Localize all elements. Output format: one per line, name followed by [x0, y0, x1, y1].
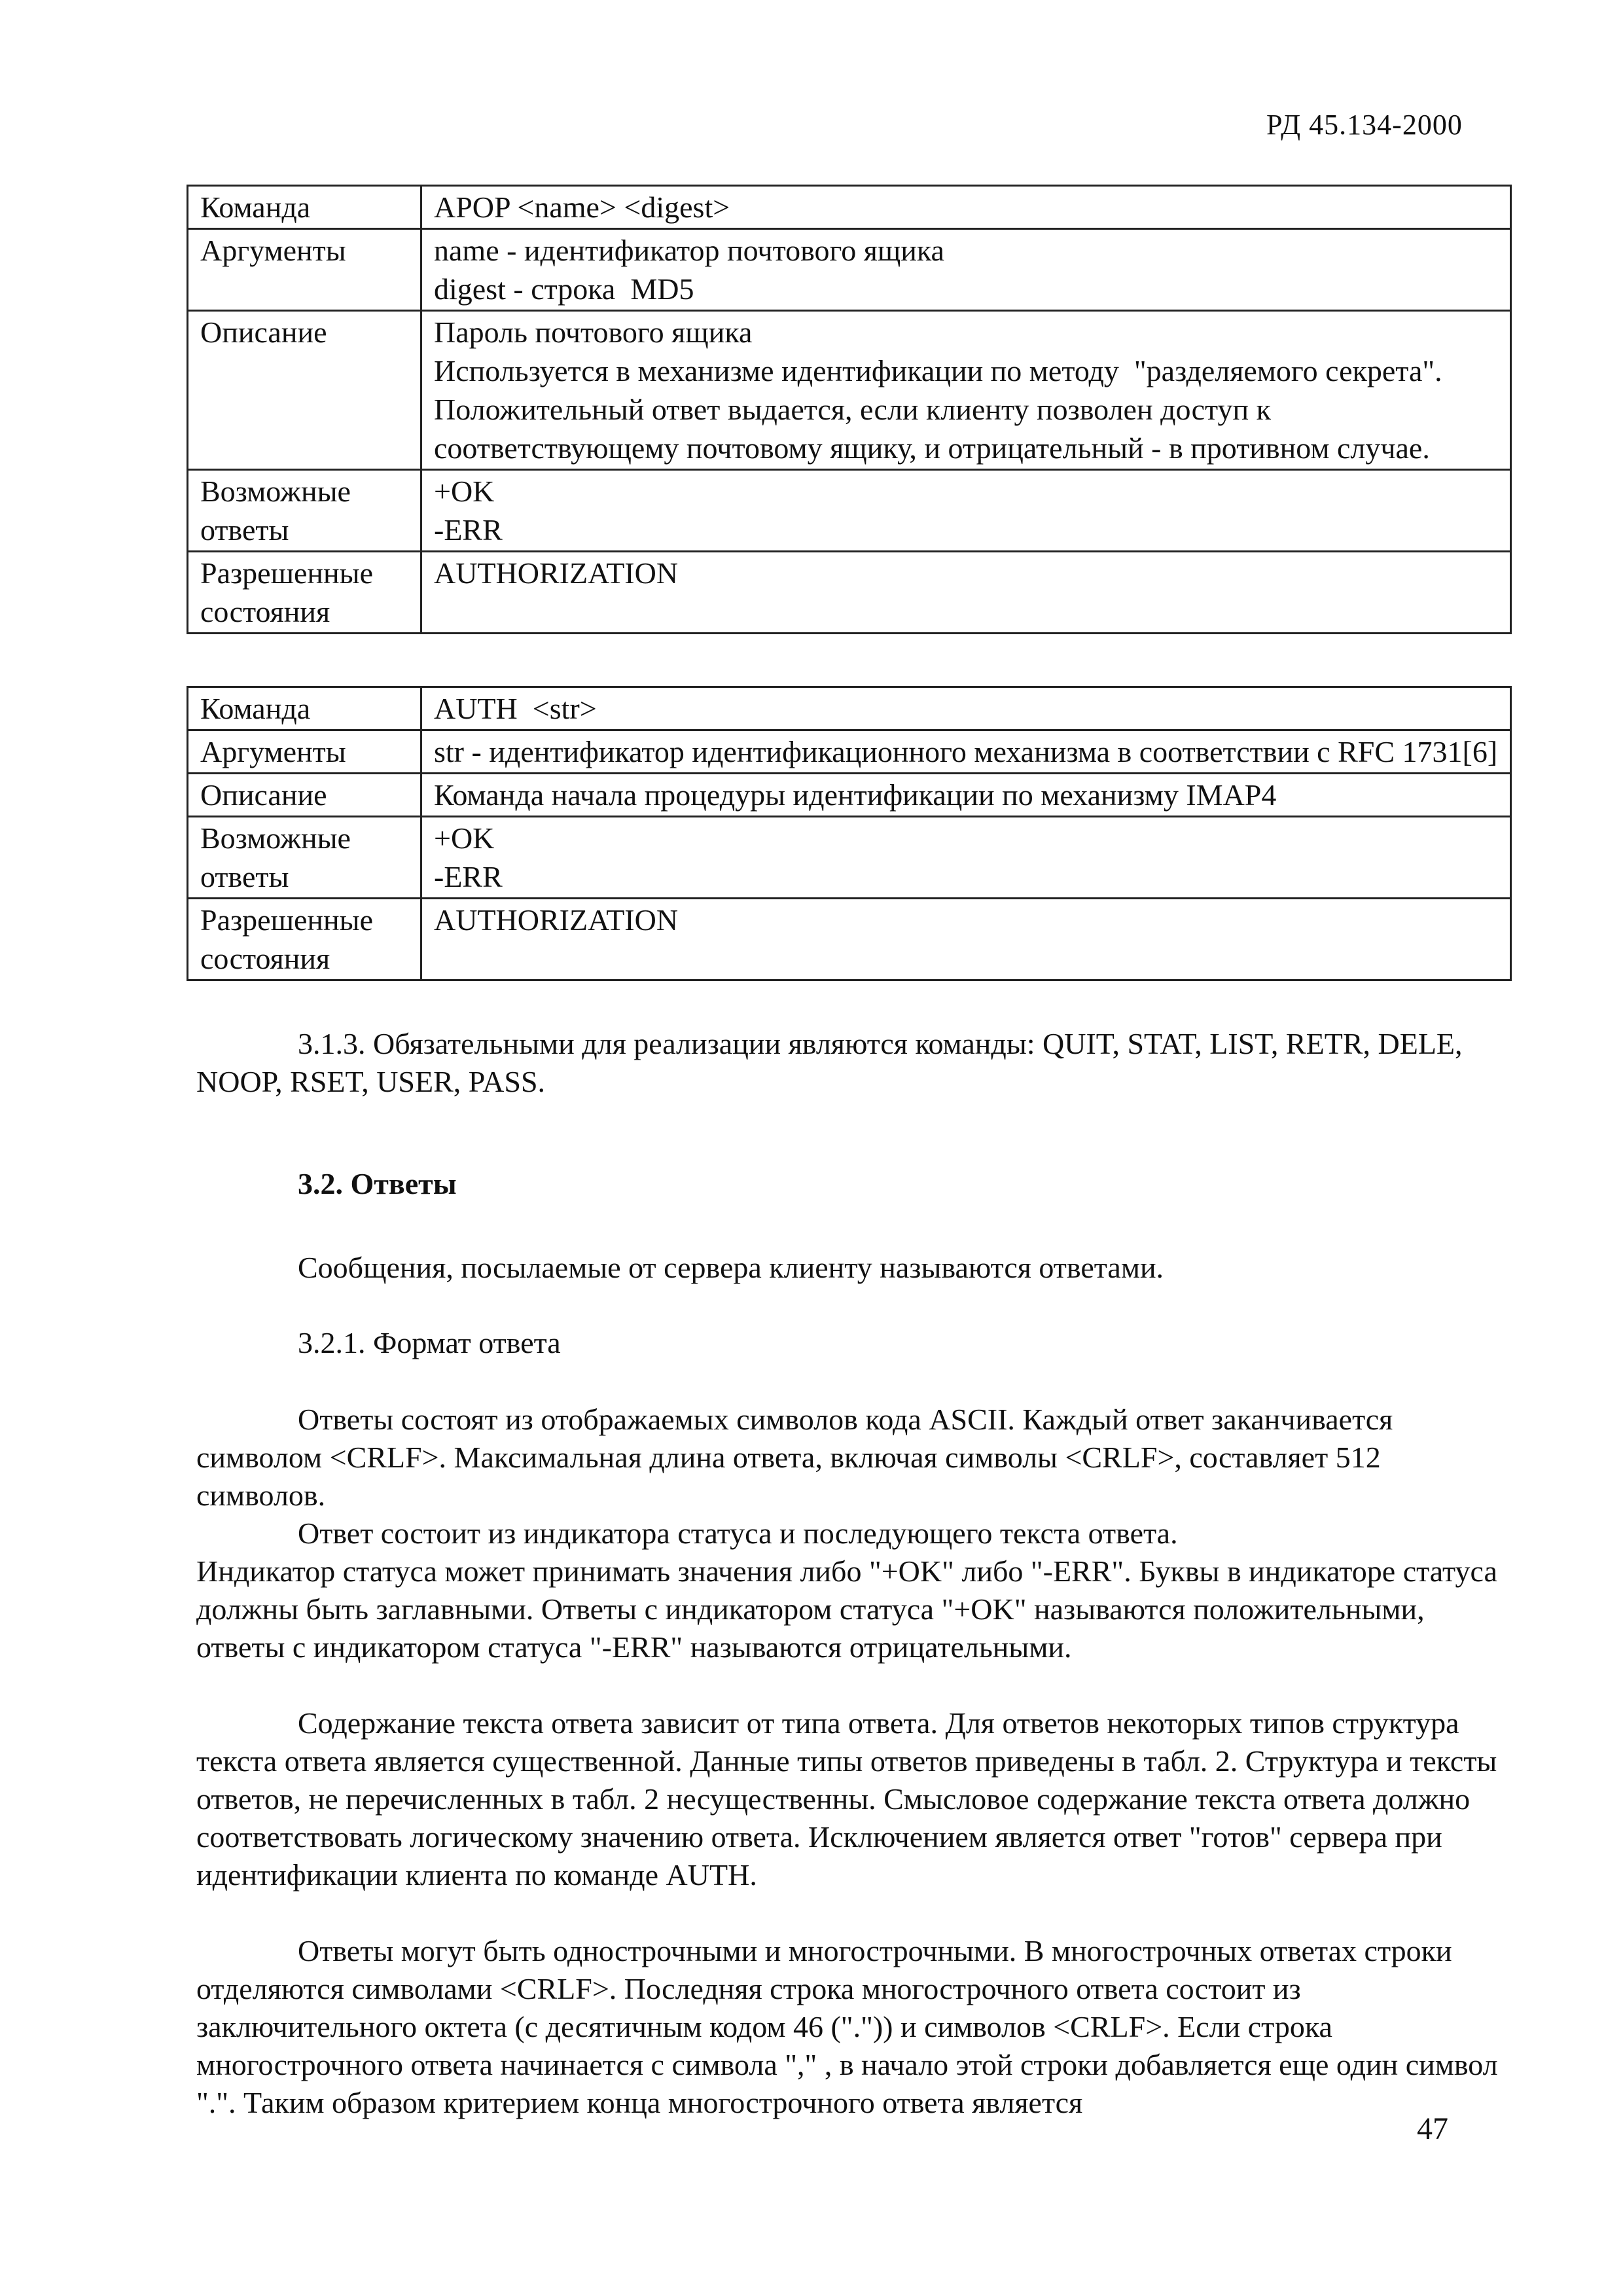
- auth-command-table: [187, 686, 1512, 981]
- paragraph-status-indicator-intro: Ответ состоит из индикатора статуса и последующего текста ответа.: [298, 1516, 1178, 1550]
- cell-line: +OK: [434, 821, 495, 855]
- row-label-description: Описание: [188, 774, 421, 817]
- row-value-states: [421, 552, 1511, 634]
- row-label-command: Команда: [188, 186, 421, 229]
- cell-line: Пароль почтового ящика: [434, 315, 753, 349]
- table-row: [188, 687, 1511, 730]
- cell-line: AUTHORIZATION: [434, 556, 679, 590]
- row-label-description: Описание: [188, 311, 421, 470]
- document-code: РД 45.134-2000: [1266, 109, 1463, 141]
- row-value-arguments: [421, 730, 1511, 774]
- row-value-states: [421, 899, 1511, 980]
- table-row: [188, 774, 1511, 817]
- cell-line: name - идентификатор почтового ящика: [434, 234, 944, 267]
- row-value-description: [421, 311, 1511, 470]
- section-3-1-3-paragraph: 3.1.3. Обязательными для реализации являются команды: QUIT, STAT, LIST, RETR, DELE, NOOP, RSET, USER, PASS.: [196, 1027, 1463, 1098]
- cell-line: AUTHORIZATION: [434, 903, 679, 937]
- row-label-responses: Возможные ответы: [188, 817, 421, 899]
- cell-line: Команда начала процедуры идентификации по механизму IMAP4: [434, 778, 1277, 812]
- row-value-description: [421, 774, 1511, 817]
- section-3-2-heading: 3.2. Ответы: [298, 1167, 457, 1200]
- table-row: [188, 186, 1511, 229]
- table-row: [188, 899, 1511, 980]
- cell-line: -ERR: [434, 513, 503, 547]
- row-label-arguments: Аргументы: [188, 730, 421, 774]
- section-3-2-1-heading: 3.2.1. Формат ответа: [298, 1326, 561, 1359]
- table-row: [188, 229, 1511, 311]
- cell-line: Используется в механизме идентификации по методу "разделяемого секрета". Положительный ответ выдается, если клиенту позволен доступ к соответствующему почтовому ящику, и отрицательный - в противном случае.: [434, 354, 1457, 465]
- table-row: [188, 817, 1511, 899]
- table-row: [188, 470, 1511, 552]
- row-value-command: [421, 186, 1511, 229]
- row-value-arguments: [421, 229, 1511, 311]
- row-label-command: Команда: [188, 687, 421, 730]
- cell-line: digest - строка MD5: [434, 272, 694, 306]
- row-label-states: Разрешенные состояния: [188, 552, 421, 634]
- paragraph-response-content: Содержание текста ответа зависит от типа ответа. Для ответов некоторых типов структура текста ответа является существенной. Данные типы ответов приведены в табл. 2. Структура и тексты ответов, не перечисленных в табл. 2 несущественны. Смысловое содержание текста ответа должно соответствовать логическому значению ответа. Исключением является ответ "готов" сервера при идентификации клиента по команде AUTH.: [196, 1706, 1497, 1892]
- page-number: 47: [1417, 2111, 1448, 2146]
- paragraph-response-format: Ответы состоят из отображаемых символов кода ASCII. Каждый ответ заканчивается символом <CRLF>. Максимальная длина ответа, включая символы <CRLF>, составляет 512 символов.: [196, 1403, 1393, 1512]
- cell-line: -ERR: [434, 860, 503, 893]
- table-row: [188, 552, 1511, 634]
- row-label-states: Разрешенные состояния: [188, 899, 421, 980]
- cell-line: +OK: [434, 475, 495, 508]
- row-value-responses: [421, 470, 1511, 552]
- paragraph-multiline-responses: Ответы могут быть однострочными и многострочными. В многострочных ответах строки отделяются символами <CRLF>. Последняя строка многострочного ответа состоит из заключительного октета (с десятичным кодом 46 (".")) и символов <CRLF>. Если строка многострочного ответа начинается с символа "," , в начало этой строки добавляется еще один символ ".". Таким образом критерием конца многострочного ответа является: [196, 1934, 1498, 2119]
- table-row: [188, 730, 1511, 774]
- cell-line: AUTH <str>: [434, 692, 597, 725]
- paragraph-status-indicator: Индикатор статуса может принимать значения либо "+OK" либо "-ERR". Буквы в индикаторе статуса должны быть заглавными. Ответы с индикатором статуса "+OK" называются положительными, ответы с индикатором статуса "-ERR" называются отрицательными.: [196, 1554, 1497, 1664]
- row-value-command: [421, 687, 1511, 730]
- cell-line: str - идентификатор идентификационного механизма в соответствии с RFC 1731[6]: [434, 735, 1498, 768]
- cell-line: APOP <name> <digest>: [434, 190, 730, 224]
- row-value-responses: [421, 817, 1511, 899]
- section-3-2-intro: Сообщения, посылаемые от сервера клиенту называются ответами.: [298, 1251, 1164, 1284]
- table-row: [188, 311, 1511, 470]
- row-label-responses: Возможные ответы: [188, 470, 421, 552]
- apop-command-table: [187, 185, 1512, 634]
- row-label-arguments: Аргументы: [188, 229, 421, 311]
